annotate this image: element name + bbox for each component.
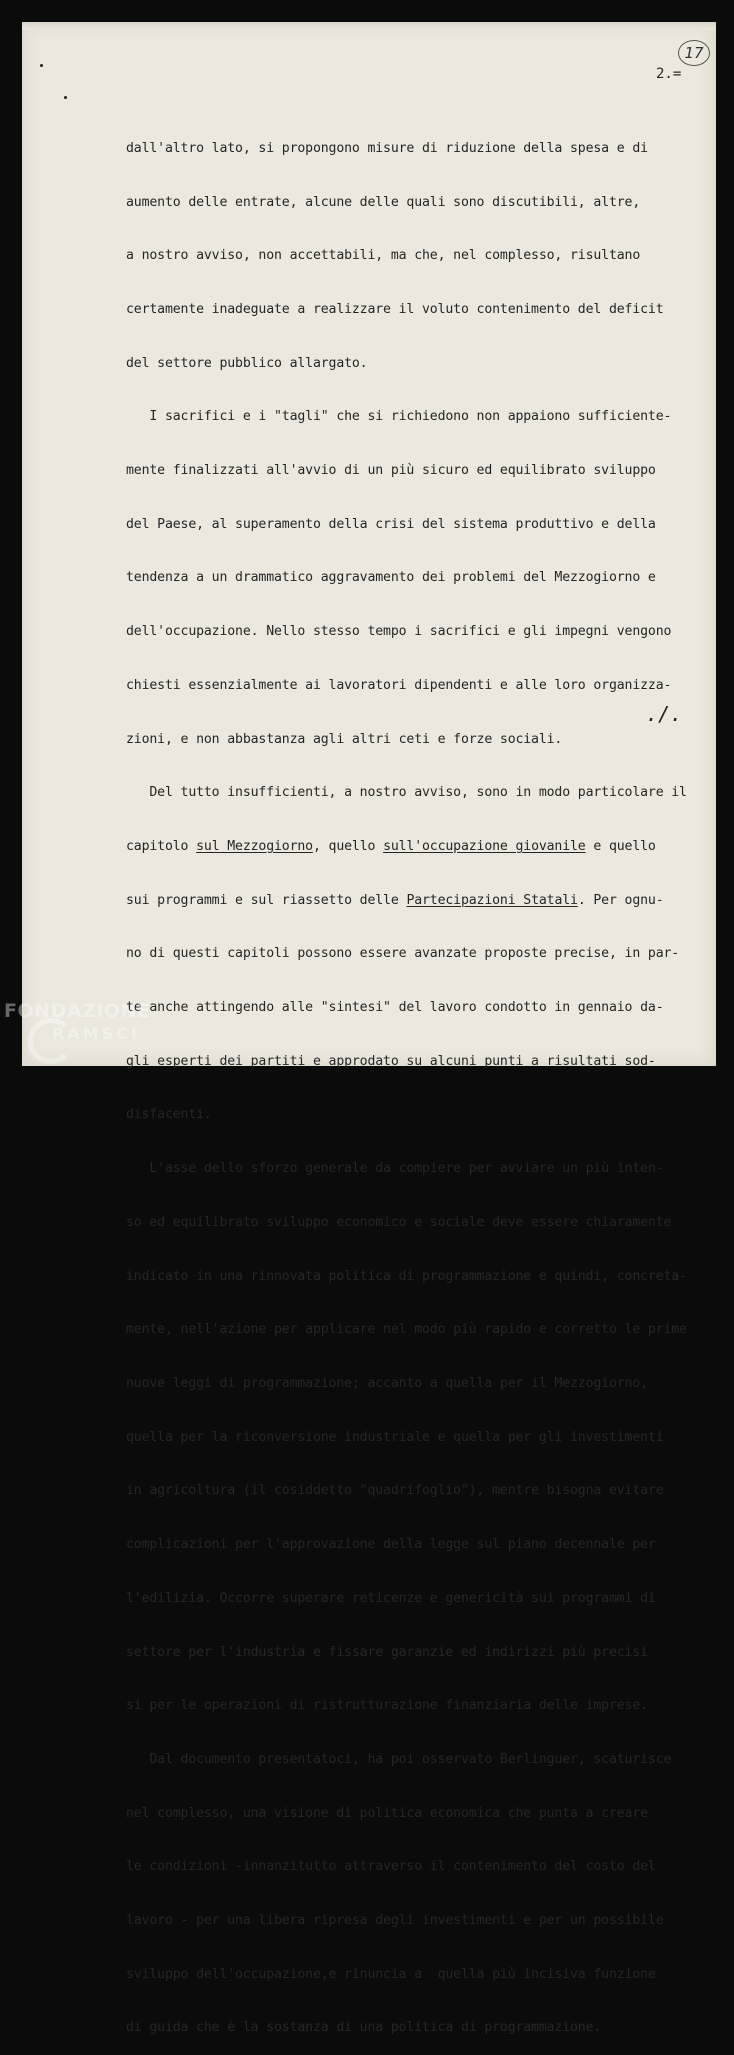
punch-mark bbox=[64, 96, 67, 99]
paper-top-edge bbox=[22, 22, 716, 30]
text-line: in agricoltura (il cosiddetto "quadrifoglio"), mentre bisogna evitare bbox=[126, 1483, 664, 1499]
text-line: nuove leggi di programmazione; accanto a quella per il Mezzogiorno, bbox=[126, 1375, 648, 1391]
text-line: I sacrifici e i "tagli" che si richiedono non appaiono sufficiente- bbox=[126, 409, 672, 425]
watermark-text: FONDAZIONE bbox=[4, 1000, 151, 1022]
text-line: so ed equilibrato sviluppo economico e sociale deve essere chiaramente bbox=[126, 1214, 672, 1230]
text-line: te anche attingendo alle "sintesi" del lavoro condotto in gennaio da- bbox=[126, 1000, 664, 1016]
text-line: chiesti essenzialmente ai lavoratori dipendenti e alle loro organizza- bbox=[126, 677, 672, 693]
text-line: del Paese, al superamento della crisi del sistema produttivo e della bbox=[126, 516, 656, 532]
text-line: Del tutto insufficienti, a nostro avviso, sono in modo particolare il bbox=[126, 785, 687, 801]
text-line-underlined: sui programmi e sul riassetto delle Partecipazioni Statali. Per ognu- bbox=[126, 892, 664, 908]
text-line: le condizioni -innanzitutto attraverso il contenimento del costo del bbox=[126, 1859, 656, 1875]
text-line: a nostro avviso, non accettabili, ma che, nel complesso, risultano bbox=[126, 248, 641, 264]
text-line: di guida che è la sostanza di una politica di programmazione. bbox=[126, 2020, 602, 2036]
text-line: certamente inadeguate a realizzare il voluto contenimento del deficit bbox=[126, 301, 664, 317]
underlined-phrase: Partecipazioni Statali bbox=[406, 892, 578, 908]
text-line: sviluppo dell'occupazione,e rinuncia a quella più incisiva funzione bbox=[126, 1966, 656, 1982]
text-line: disfacenti. bbox=[126, 1107, 212, 1123]
underlined-phrase: sul Mezzogiorno bbox=[196, 838, 313, 854]
continued-mark: ./. bbox=[646, 702, 683, 726]
text-line: gli esperti dei partiti e approdato su alcuni punti a risultati sod- bbox=[126, 1053, 656, 1069]
text-line: dell'occupazione. Nello stesso tempo i sacrifici e gli impegni vengono bbox=[126, 624, 672, 640]
text-line: tendenza a un drammatico aggravamento dei problemi del Mezzogiorno e bbox=[126, 570, 656, 586]
text-line: del settore pubblico allargato. bbox=[126, 355, 368, 371]
page-number: 2.= bbox=[656, 66, 682, 82]
text-line: zioni, e non abbastanza agli altri ceti e forze sociali. bbox=[126, 731, 563, 747]
text-line: quella per la riconversione industriale e quella per gli investimenti bbox=[126, 1429, 664, 1445]
text-line: mente finalizzati all'avvio di un più sicuro ed equilibrato sviluppo bbox=[126, 463, 656, 479]
text-line: dall'altro lato, si propongono misure di riduzione della spesa e di bbox=[126, 140, 648, 156]
archive-watermark bbox=[4, 998, 204, 1078]
text-line: aumento delle entrate, alcune delle quali sono discutibili, altre, bbox=[126, 194, 641, 210]
watermark-text: RAMSCI bbox=[52, 1024, 140, 1043]
text-line: si per le operazioni di ristrutturazione finanziaria delle imprese. bbox=[126, 1698, 648, 1714]
text-line: mente, nell'azione per applicare nel modo più rapido e corretto le prime bbox=[126, 1322, 687, 1338]
text-line: L'asse dello sforzo generale da compiere per avviare un più inten- bbox=[126, 1161, 664, 1177]
text-line: indicato in una rinnovata politica di programmazione e quindi, concreta- bbox=[126, 1268, 687, 1284]
punch-mark bbox=[40, 64, 43, 67]
text-line: complicazioni per l'approvazione della legge sul piano decennale per bbox=[126, 1537, 656, 1553]
text-line: settore per l'industria e fissare garanzie ed indirizzi più precisi bbox=[126, 1644, 648, 1660]
text-line: l'edilizia. Occorre superare reticenze e genericità sui programmi di bbox=[126, 1590, 656, 1606]
text-line-underlined: capitolo sul Mezzogiorno, quello sull'occupazione giovanile e quello bbox=[126, 838, 656, 854]
archive-number-stamp: 17 bbox=[678, 40, 710, 66]
underlined-phrase: sull'occupazione giovanile bbox=[383, 838, 586, 854]
text-line: nel complesso, una visione di politica economica che punta a creare bbox=[126, 1805, 648, 1821]
text-line: Dal documento presentatoci, ha poi osservato Berlinguer, scaturisce bbox=[126, 1751, 672, 1767]
text-line: lavoro - per una libera ripresa degli investimenti e per un possibile bbox=[126, 1913, 664, 1929]
text-line: no di questi capitoli possono essere avanzate proposte precise, in par- bbox=[126, 946, 680, 962]
